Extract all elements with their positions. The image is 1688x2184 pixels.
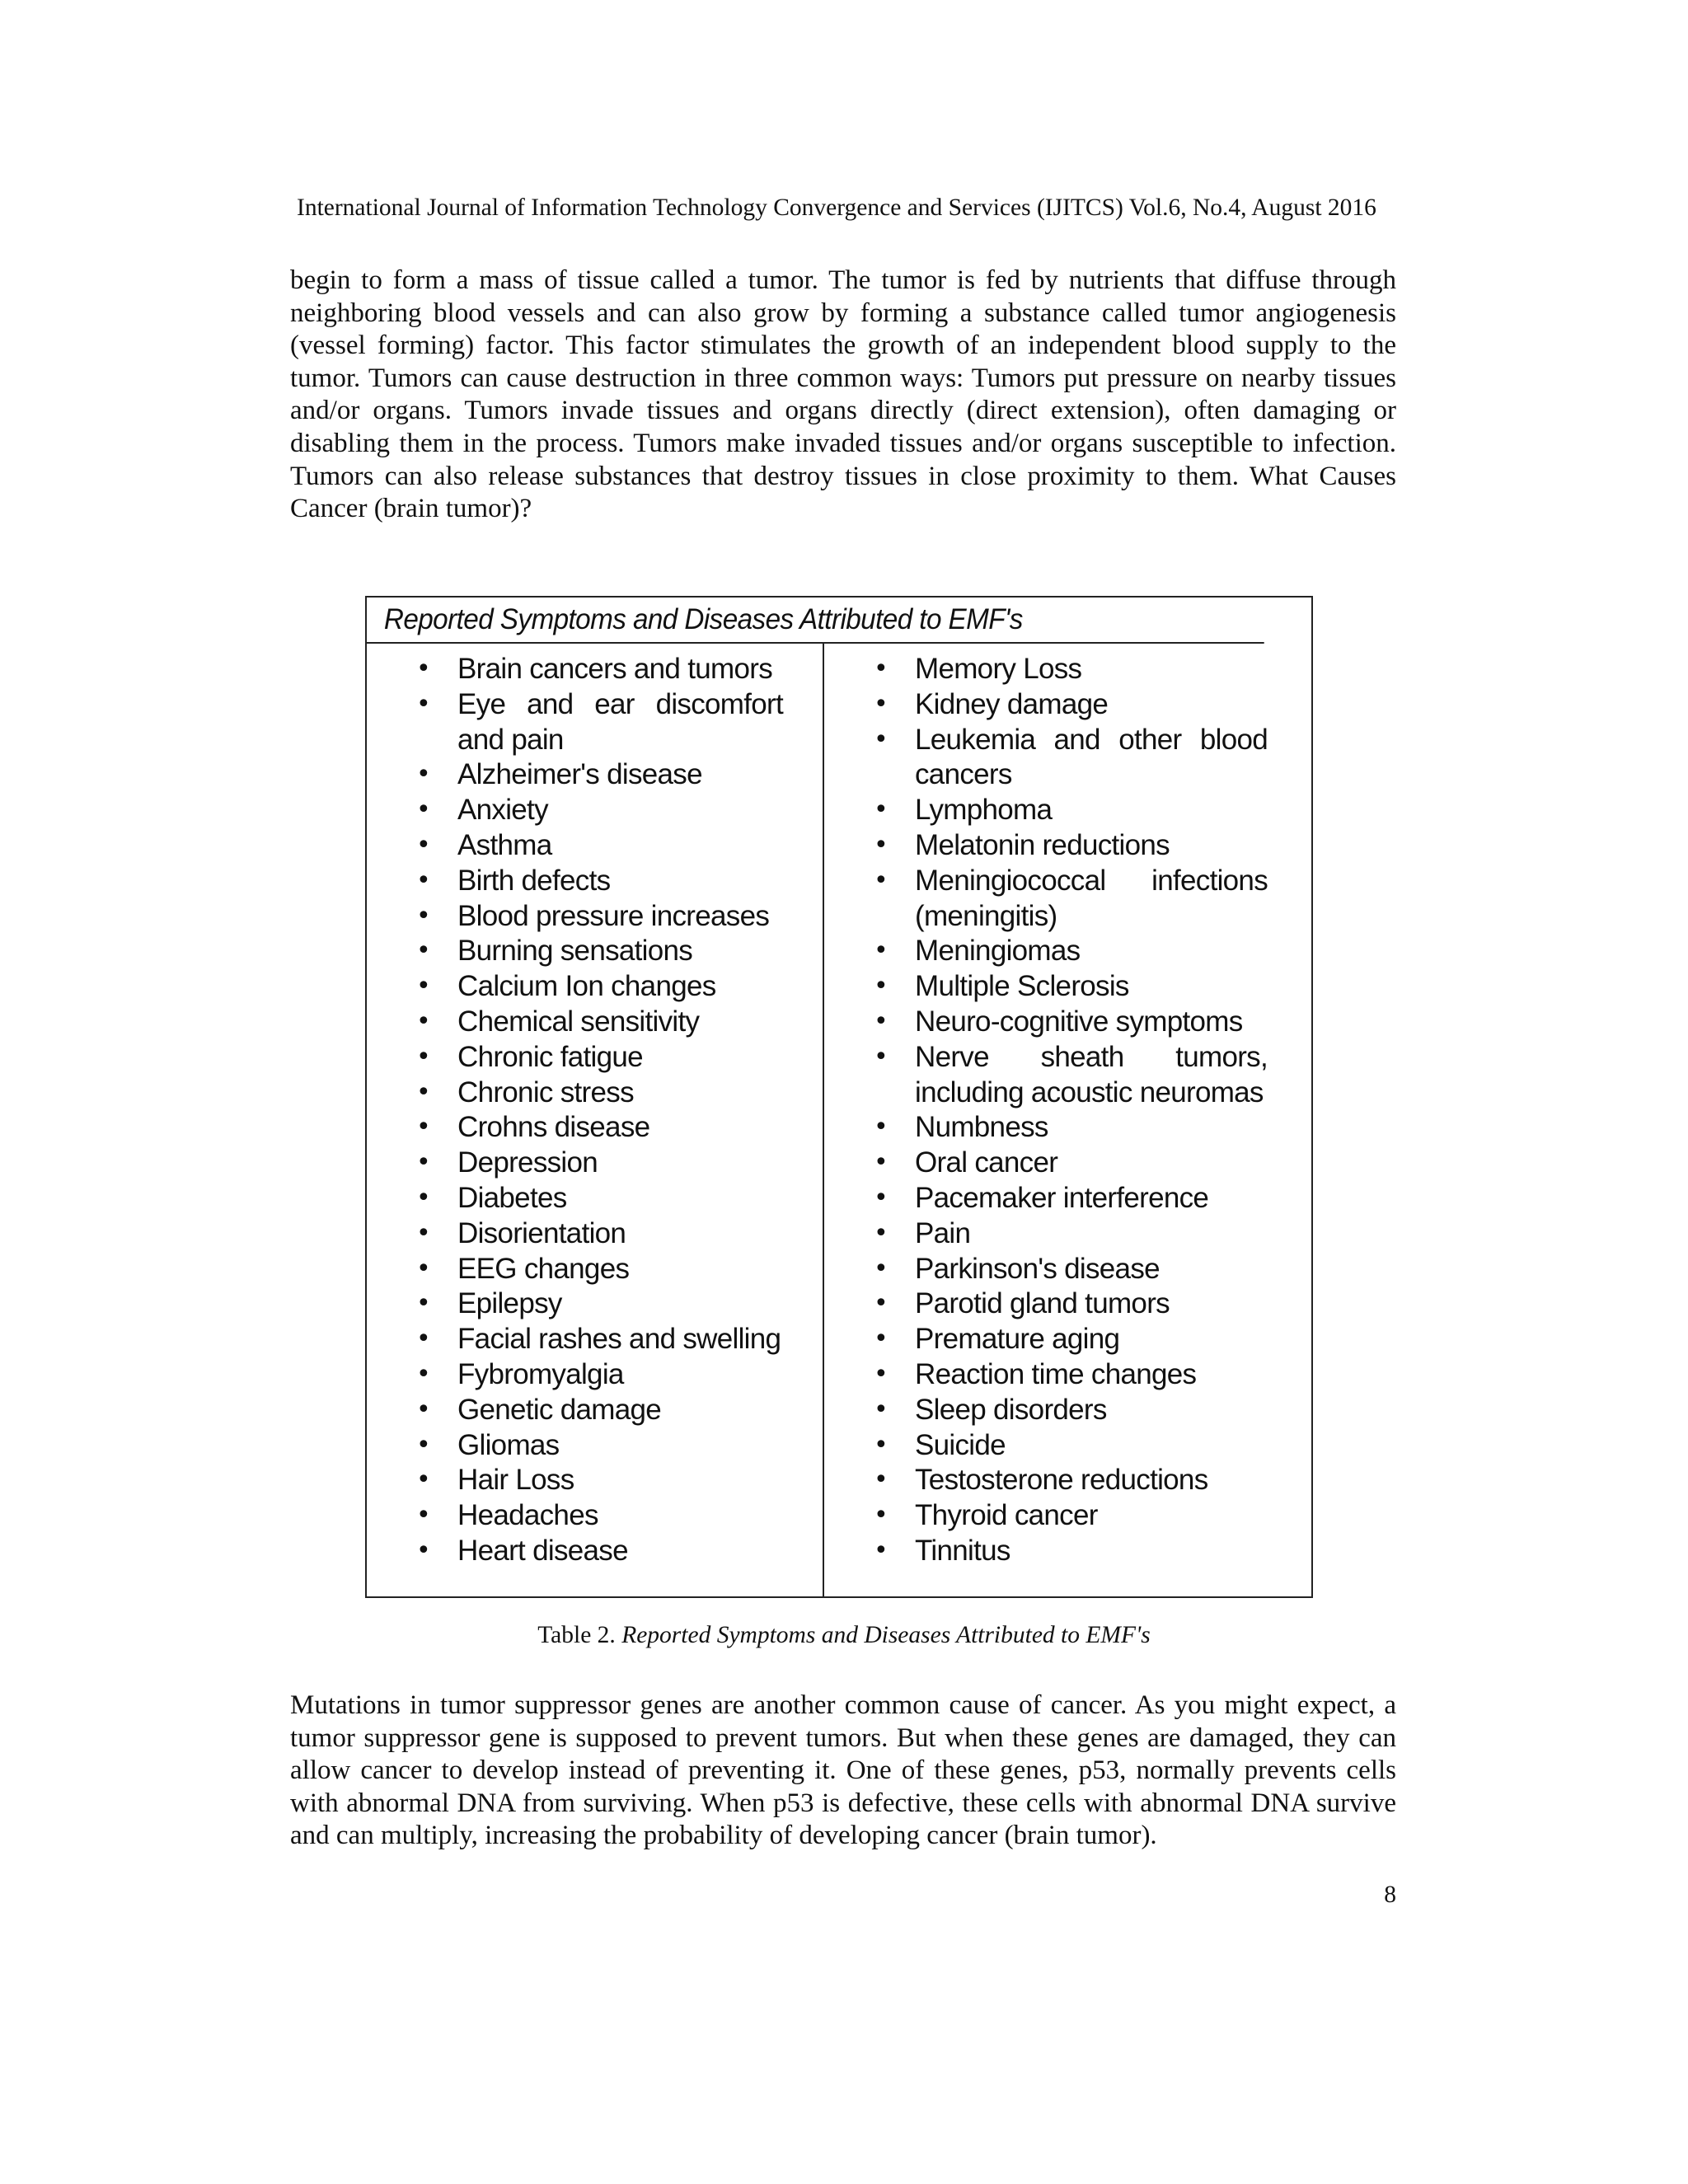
page-number: 8 — [1384, 1882, 1396, 1908]
list-item: • Oral cancer — [874, 1146, 1268, 1181]
list-item: • Melatonin reductions — [874, 828, 1268, 864]
list-item: • Parotid gland tumors — [874, 1286, 1268, 1322]
list-item: • Birth defects — [416, 864, 783, 899]
list-item: • Crohns disease — [416, 1110, 783, 1146]
list-item: • Testosterone reductions — [874, 1463, 1268, 1498]
list-item: • Asthma — [416, 828, 783, 864]
column-divider — [823, 644, 824, 1596]
list-item: • Facial rashes and swelling — [416, 1322, 783, 1357]
list-item: • Heart disease — [416, 1534, 783, 1569]
list-item: • Suicide — [874, 1428, 1268, 1464]
list-item: • Sleep disorders — [874, 1393, 1268, 1428]
list-item: • Calcium Ion changes — [416, 969, 783, 1005]
list-item: • Epilepsy — [416, 1286, 783, 1322]
list-item: • Meningiomas — [874, 934, 1268, 969]
list-item: • Numbness — [874, 1110, 1268, 1146]
list-item: • Parkinson's disease — [874, 1252, 1268, 1287]
list-item: • Alzheimer's disease — [416, 757, 783, 793]
list-item: • Brain cancers and tumors — [416, 652, 783, 687]
list-item: • Anxiety — [416, 793, 783, 828]
list-item: • Hair Loss — [416, 1463, 783, 1498]
body-paragraph-2: Mutations in tumor suppressor genes are another common cause of cancer. As you might expect, a tumor suppressor gene is supposed to prevent tumors. But when these genes are damaged, they can allow cancer to develop instead of preventing it. One of these genes, p53, normally prevents cells with abnormal DNA from surviving. When p53 is defective, these cells with abnormal DNA survive and can multiply, increasing the probability of developing cancer (brain tumor). — [290, 1690, 1396, 1851]
symptoms-table — [365, 596, 1313, 1598]
list-item: • Fybromyalgia — [416, 1357, 783, 1393]
list-item: • Nerve sheath tumors, including acoustic neuromas — [874, 1040, 1268, 1111]
body-paragraph-1: begin to form a mass of tissue called a tumor. The tumor is fed by nutrients that diffuse through neighboring blood vessels and can also grow by forming a substance called tumor angiogenesis (vessel forming) factor. This factor stimulates the growth of an independent blood supply to the tumor. Tumors can cause destruction in three common ways: Tumors put pressure on nearby tissues and/or organs. Tumors invade tissues and organs directly (direct extension), often damaging or disabling them in the process. Tumors make invaded tissues and/or organs susceptible to infection. Tumors can also release substances that destroy tissues in close proximity to them. What Causes Cancer (brain tumor)? — [290, 265, 1396, 524]
left-column-list — [416, 652, 783, 1569]
running-header: International Journal of Information Technology Convergence and Services (IJITCS) Vol.6, No.4, August 2016 — [297, 194, 1376, 221]
list-item: • Eye and ear discomfort and pain — [416, 687, 783, 758]
list-item: • Premature aging — [874, 1322, 1268, 1357]
list-item: • Genetic damage — [416, 1393, 783, 1428]
list-item: • Chronic stress — [416, 1076, 783, 1111]
list-item: • Disorientation — [416, 1216, 783, 1252]
list-item: • Multiple Sclerosis — [874, 969, 1268, 1005]
list-item: • Pacemaker interference — [874, 1181, 1268, 1216]
list-item: • Pain — [874, 1216, 1268, 1252]
list-item: • EEG changes — [416, 1252, 783, 1287]
list-item: • Tinnitus — [874, 1534, 1268, 1569]
right-column-list — [874, 652, 1268, 1569]
list-item: • Depression — [416, 1146, 783, 1181]
list-item: • Gliomas — [416, 1428, 783, 1464]
list-item: • Chronic fatigue — [416, 1040, 783, 1076]
list-item: • Meningiococcal infections (meningitis) — [874, 864, 1268, 935]
list-item: • Blood pressure increases — [416, 899, 783, 935]
table-caption — [0, 1622, 1688, 1649]
list-item: • Leukemia and other blood cancers — [874, 723, 1268, 794]
table-title: Reported Symptoms and Diseases Attributed to EMF's — [367, 598, 1264, 644]
table-caption-label: Table 2. — [537, 1622, 622, 1648]
list-item: • Reaction time changes — [874, 1357, 1268, 1393]
table-caption-title: Reported Symptoms and Diseases Attributed to EMF's — [621, 1622, 1151, 1648]
list-item: • Memory Loss — [874, 652, 1268, 687]
list-item: • Burning sensations — [416, 934, 783, 969]
list-item: • Diabetes — [416, 1181, 783, 1216]
list-item: • Lymphoma — [874, 793, 1268, 828]
list-item: • Neuro-cognitive symptoms — [874, 1005, 1268, 1040]
list-item: • Chemical sensitivity — [416, 1005, 783, 1040]
list-item: • Thyroid cancer — [874, 1498, 1268, 1534]
list-item: • Headaches — [416, 1498, 783, 1534]
list-item: • Kidney damage — [874, 687, 1268, 723]
